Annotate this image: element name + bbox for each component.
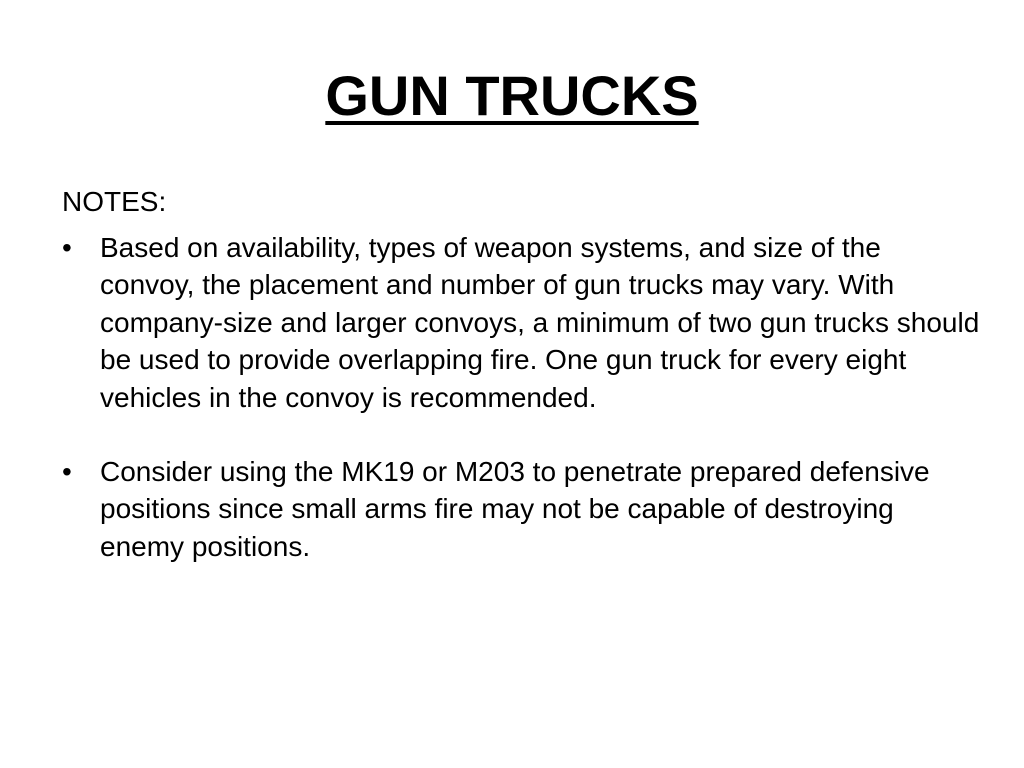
notes-heading: NOTES:	[62, 186, 167, 217]
bullet-marker: •	[62, 232, 72, 263]
bullet-text: Based on availability, types of weapon systems, and size of the convoy, the placement and number of gun trucks may vary. With company-size and larger convoys, a minimum of two gun trucks should be used to provide overlapping fire. One gun truck for every eight vehicles in the convoy is recommended.	[100, 232, 980, 413]
bullet-text: Consider using the MK19 or M203 to penetrate prepared defensive positions since small arms fire may not be capable of destroying enemy positions.	[100, 456, 930, 562]
bullet-item-availability	[62, 229, 982, 416]
bullet-marker: •	[62, 456, 72, 488]
bullet-list	[62, 229, 982, 565]
bullet-item-mk19-m203	[62, 453, 982, 565]
slide-title: GUN TRUCKS	[325, 64, 699, 127]
